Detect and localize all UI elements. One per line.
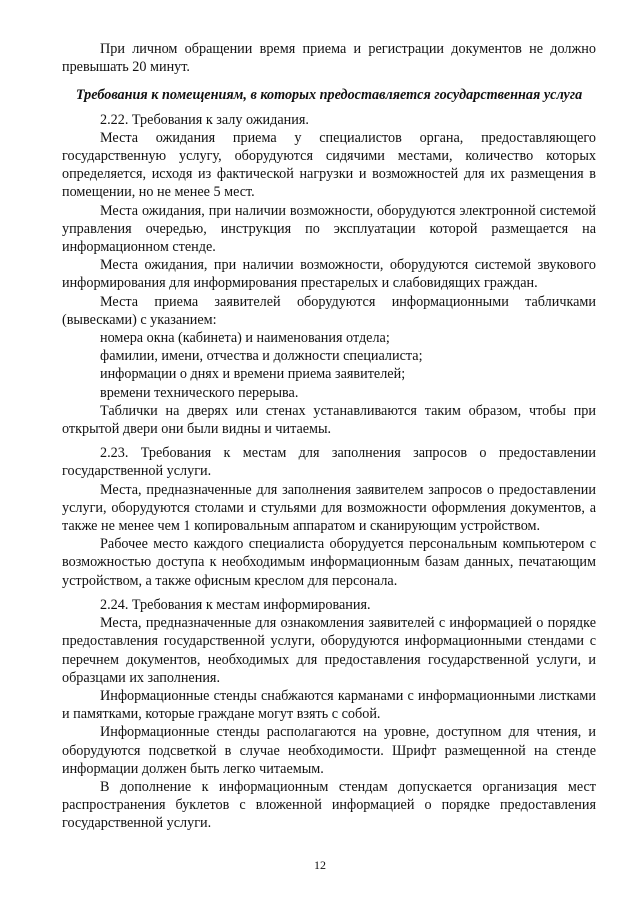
list-item: информации о днях и времени приема заявителей; xyxy=(100,366,406,383)
list-item: номера окна (кабинета) и наименования отдела; xyxy=(100,330,390,347)
section-2-24-paragraph-1: Места, предназначенные для ознакомления заявителей с информацией о порядке предоставления государственной услуги, оборудуются информационными стендами с перечнем документов, необходимых для предоставления государственной услуги, и образцами их заполнения. xyxy=(62,615,596,686)
section-2-23-paragraph-1: Места, предназначенные для заполнения заявителем запросов о предоставлении услуги, оборудуются столами и стульями для возможности оформления документов, а также не менее чем 1 копировальным аппаратом и сканирующим устройством. xyxy=(62,481,596,535)
section-2-22-paragraph-2: Места ожидания, при наличии возможности, оборудуются электронной системой управления очередью, инструкция по эксплуатации которой размещается на информационном стенде. xyxy=(62,202,596,256)
page-number: 12 xyxy=(314,858,326,872)
section-2-22-paragraph-4: Места приема заявителей оборудуются информационными табличками (вывесками) с указанием: xyxy=(62,293,596,328)
document-page xyxy=(62,40,596,833)
section-2-24-title: 2.24. Требования к местам информирования. xyxy=(100,596,371,613)
section-2-22-title: 2.22. Требования к залу ожидания. xyxy=(100,111,309,128)
section-2-23-title: 2.23. Требования к местам для заполнения запросов о предоставлении государственной услуги. xyxy=(62,445,596,480)
list-item: времени технического перерыва. xyxy=(100,384,299,401)
intro-paragraph: При личном обращении время приема и регистрации документов не должно превышать 20 минут. xyxy=(62,41,596,76)
list-item: фамилии, имени, отчества и должности специалиста; xyxy=(100,348,423,365)
section-2-22-paragraph-5: Таблички на дверях или стенах устанавливаются таким образом, чтобы при открытой двери они были видны и читаемы. xyxy=(62,402,596,438)
section-heading: Требования к помещениям, в которых предоставляется государственная услуга xyxy=(75,87,583,104)
section-2-22-paragraph-3: Места ожидания, при наличии возможности, оборудуются системой звукового информирования для информирования престарелых и слабовидящих граждан. xyxy=(62,257,596,292)
section-2-24-paragraph-4: В дополнение к информационным стендам допускается организация мест распространения буклетов с вложенной информацией о порядке предоставления государственной услуги. xyxy=(62,778,596,832)
section-2-22-paragraph-1: Места ожидания приема у специалистов органа, предоставляющего государственную услугу, оборудуются сидячими местами, количество которых определяется, исходя из фактической нагрузки и возможностей для их размещения в помещении, но не менее 5 мест. xyxy=(62,129,596,201)
section-2-24-paragraph-3: Информационные стенды располагаются на уровне, доступном для чтения, и оборудуются подсветкой в случае необходимости. Шрифт размещенной на стенде информации должен быть легко читаемым. xyxy=(62,724,596,777)
section-2-24-paragraph-2: Информационные стенды снабжаются карманами с информационными листками и памятками, которые граждане могут взять с собой. xyxy=(62,687,596,723)
section-2-23-paragraph-2: Рабочее место каждого специалиста оборудуется персональным компьютером с возможностью доступа к необходимым информационным базам данных, печатающим устройством, а также офисным креслом для персонала. xyxy=(62,536,596,589)
